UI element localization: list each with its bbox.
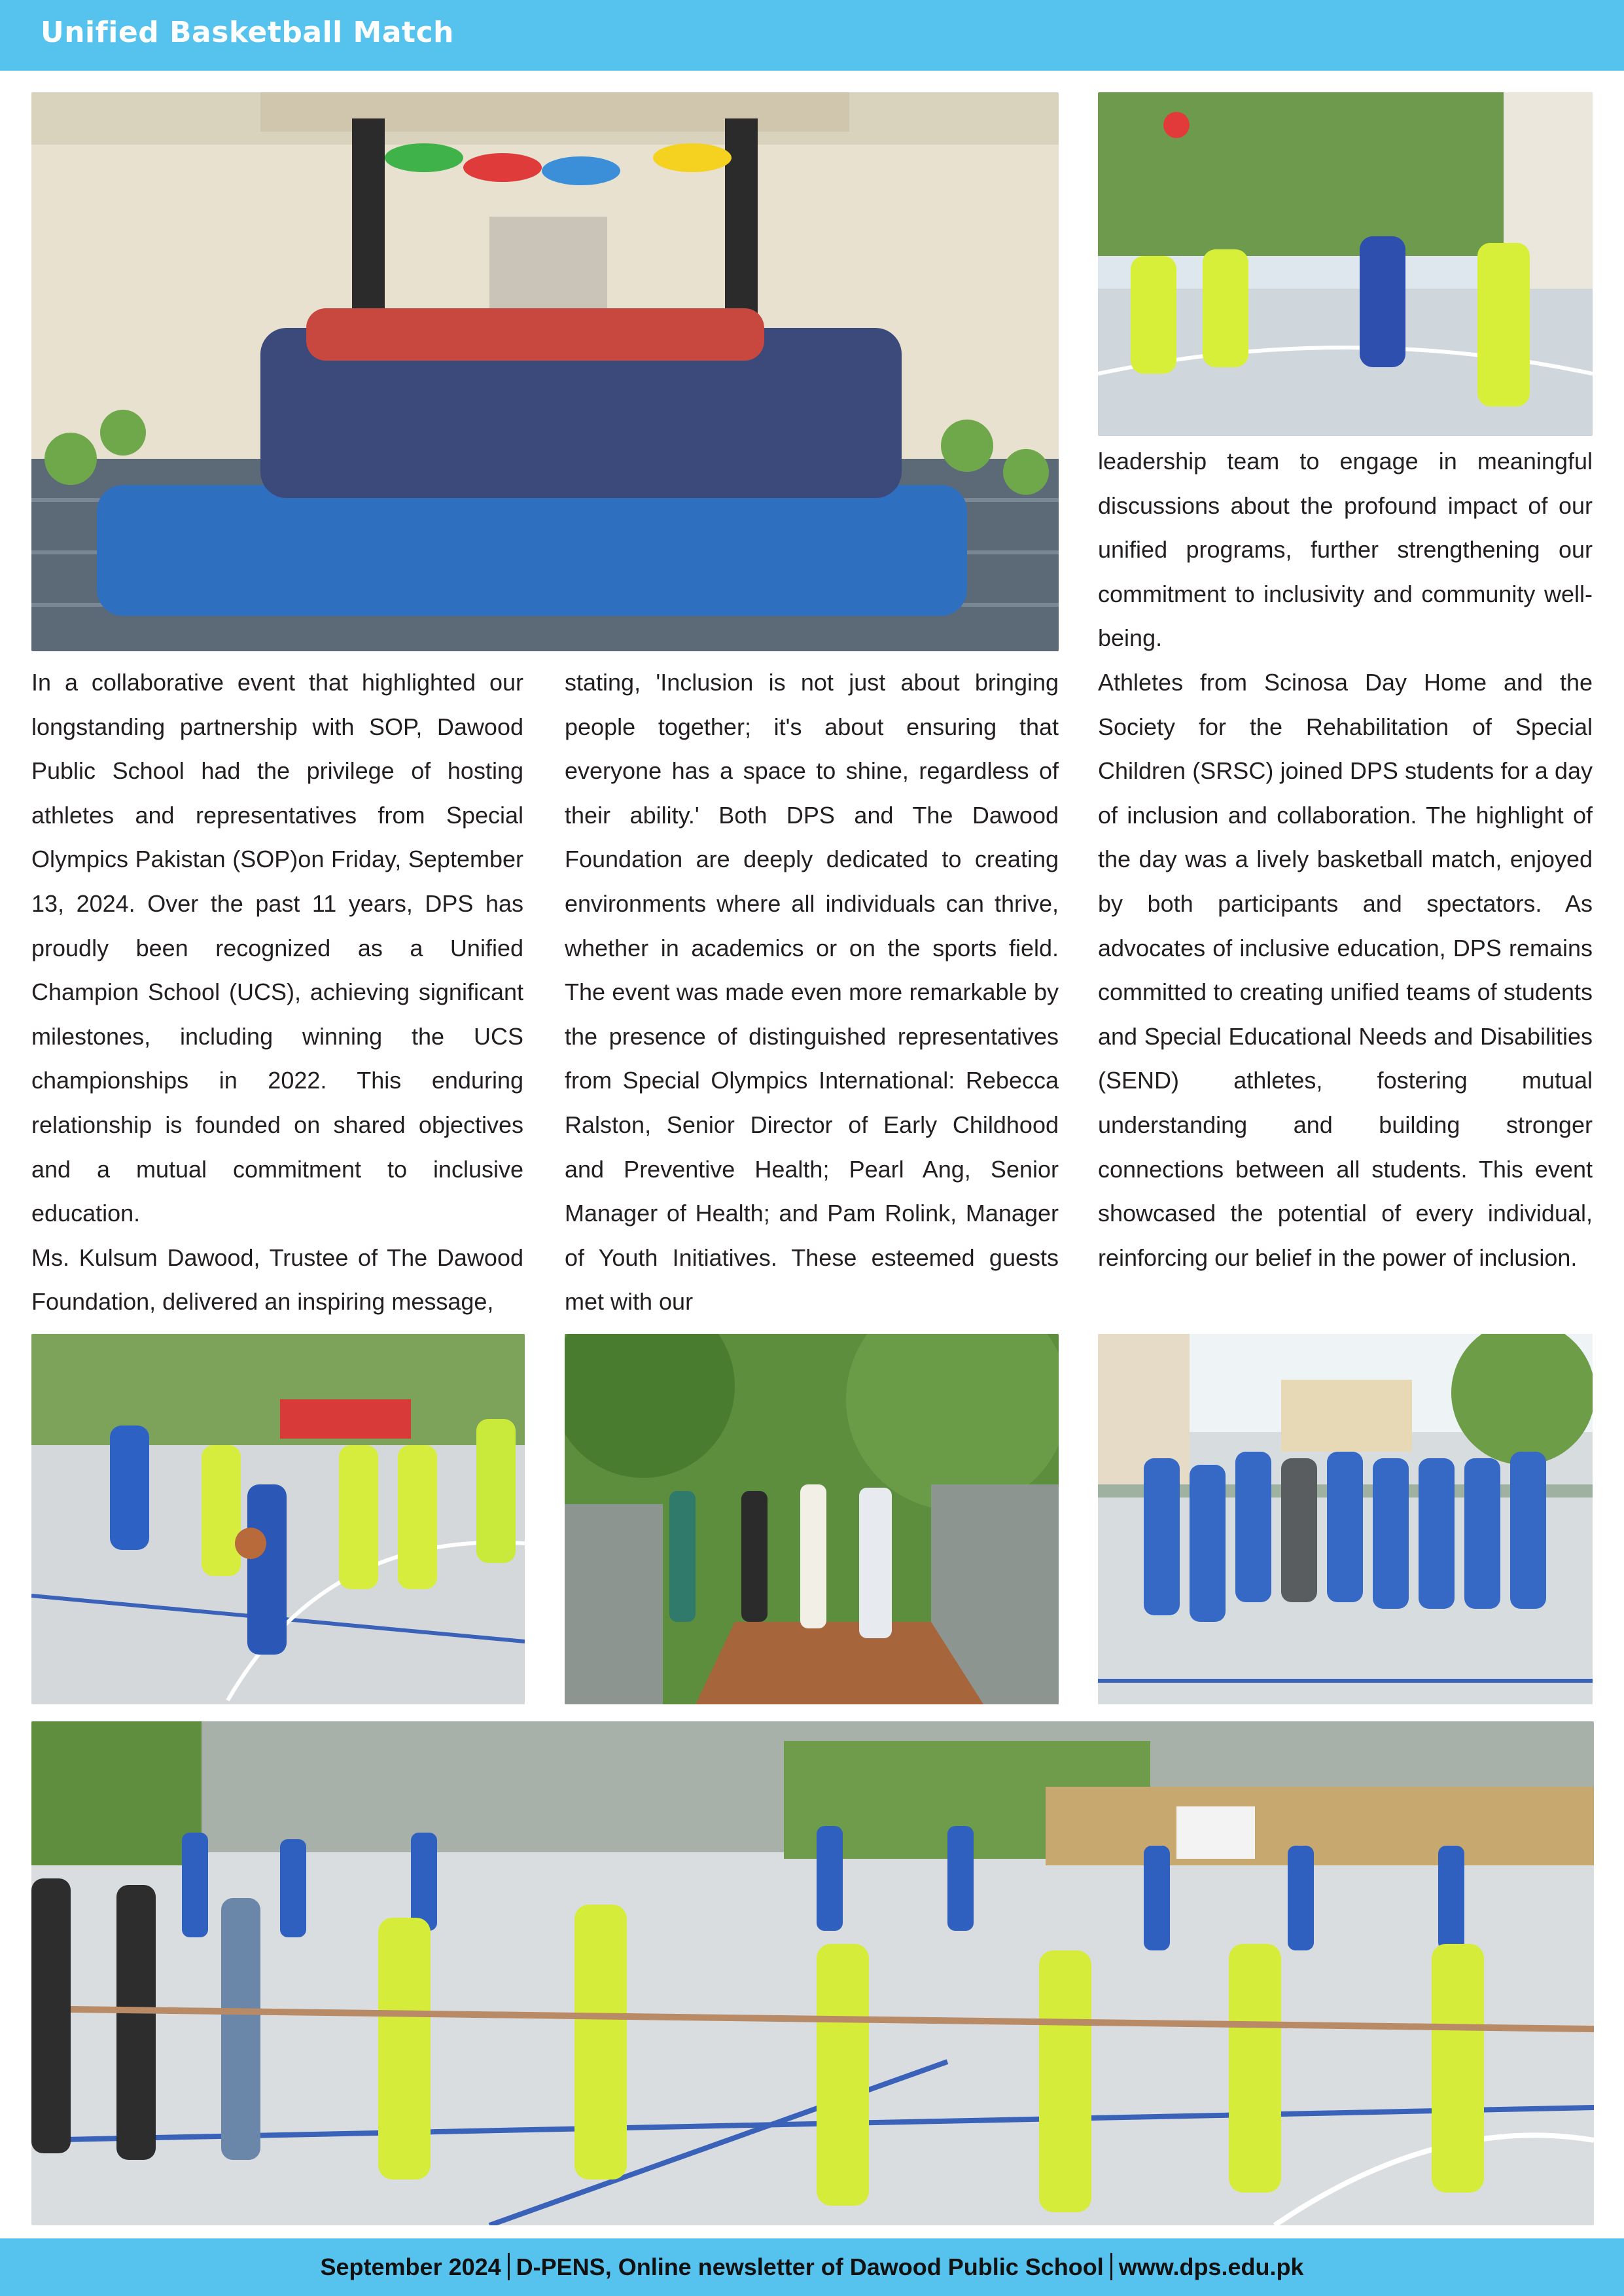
article-paragraph: stating, 'Inclusion is not just about bringing people together; it's about ensuring that everyone has a space to shine, regardless of their ability.' Both DPS and The Dawood Foundation are deeply dedicated to creating environments where all individuals can thrive, whether in academics or on the sports field. The event was made even more remarkable by the presence of distinguished representatives from Special Olympics International: Rebecca Ralston, Senior Director of Early Childhood and Preventive Health; Pearl Ang, Senior Manager of Health; and Pam Rolink, Manager of Youth Initiatives. These esteemed guests met with our bbox=[565, 669, 1059, 1316]
article-paragraph: Athletes from Scinosa Day Home and the Society for the Rehabilitation of Special Children (SRSC) joined DPS students for a day of inclusion and collaboration. The highlight of the day was a lively basketball match, enjoyed by both participants and spectators. As advocates of inclusive education, DPS remains committed to creating unified teams of students and Special Educational Needs and Disabilities (SEND) athletes, fostering mutual understanding and building stronger connections between all students. This event showcased the potential of every individual, reinforcing our belief in the power of inclusion. bbox=[1098, 668, 1593, 1271]
article-paragraph: In a collaborative event that highlighted our longstanding partnership with SOP, Dawood Public School had the privilege of hosting athletes and representatives from Special Olympics Pakistan (SOP)on Friday, September 13, 2024. Over the past 11 years, DPS has proudly been recognized as a Unified Champion School (UCS), achieving significant milestones, including winning the UCS championships in 2022. This enduring relationship is founded on shared objectives and a mutual commitment to inclusive education. bbox=[31, 669, 523, 1227]
team-thumbs-up-photo bbox=[1098, 1334, 1593, 1704]
article-paragraph: leadership team to engage in meaningful discussions about the profound impact of our unified programs, further strengthening our commitment to inclusivity and community well-being. bbox=[1098, 448, 1593, 652]
circle-holding-hands-photo bbox=[31, 1721, 1594, 2225]
footer-separator bbox=[508, 2253, 510, 2280]
footer-website-link[interactable]: www.dps.edu.pk bbox=[1118, 2253, 1304, 2280]
footer-date: September 2024 bbox=[320, 2253, 501, 2280]
article-paragraph: Ms. Kulsum Dawood, Trustee of The Dawood Foundation, delivered an inspiring message, bbox=[31, 1244, 523, 1316]
header-bar bbox=[0, 0, 1624, 71]
footer-text bbox=[0, 2253, 1624, 2281]
article-column-3 bbox=[1098, 439, 1593, 1280]
article-column-2 bbox=[565, 660, 1059, 1324]
guests-walkway-photo bbox=[565, 1334, 1059, 1704]
article-column-1 bbox=[31, 660, 523, 1324]
basketball-photo-dribble bbox=[31, 1334, 525, 1704]
footer-separator bbox=[1110, 2253, 1112, 2280]
group-photo bbox=[31, 92, 1059, 651]
footer-bar bbox=[0, 2238, 1624, 2296]
footer-newsletter-name: D-PENS, Online newsletter of Dawood Public School bbox=[516, 2253, 1104, 2280]
page-title: Unified Basketball Match bbox=[41, 16, 454, 49]
basketball-photo-top bbox=[1098, 92, 1593, 436]
